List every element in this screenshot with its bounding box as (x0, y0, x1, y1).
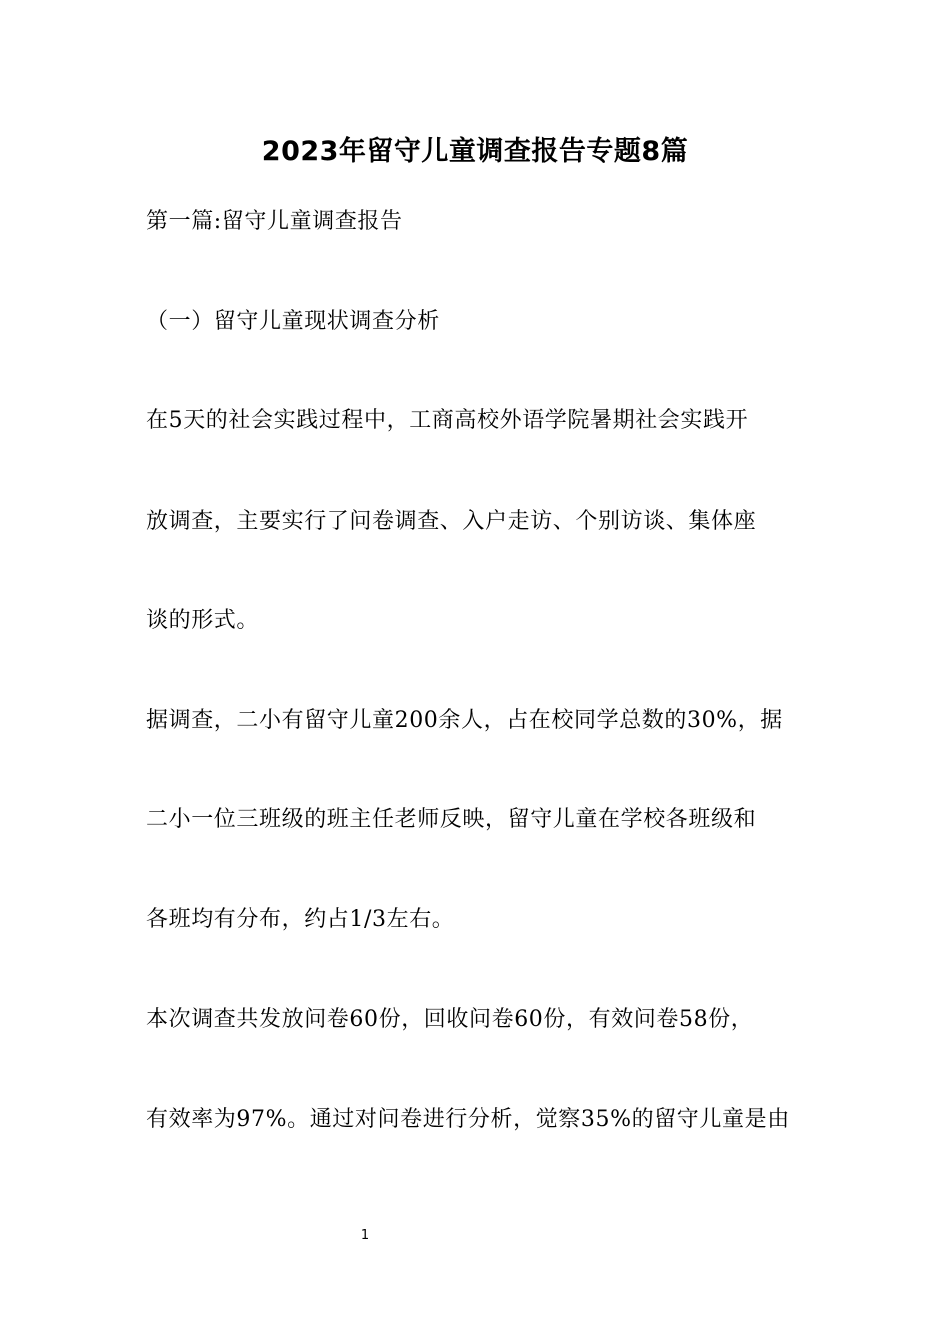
paragraph-line: 据调查，二小有留守儿童200余人，占在校同学总数的30%，据 (146, 708, 783, 733)
subsection-heading: （一）留守儿童现状调查分析 (146, 309, 440, 334)
page-number: 1 (360, 1228, 370, 1243)
paragraph-line: 在5天的社会实践过程中，工商高校外语学院暑期社会实践开 (146, 408, 749, 433)
paragraph-line: 放调查，主要实行了问卷调查、入户走访、个别访谈、集体座 (146, 509, 757, 534)
paragraph-line: 谈的形式。 (146, 608, 260, 633)
paragraph-line: 二小一位三班级的班主任老师反映，留守儿童在学校各班级和 (146, 807, 757, 832)
paragraph-line: 各班均有分布，约占1/3左右。 (146, 907, 455, 932)
paragraph-line: 有效率为97%。通过对问卷进行分析，觉察35%的留守儿童是由 (146, 1107, 790, 1132)
paragraph-line: 本次调查共发放问卷60份，回收问卷60份，有效问卷58份， (146, 1007, 754, 1032)
document-title: 2023年留守儿童调查报告专题8篇 (261, 136, 689, 167)
section-heading: 第一篇:留守儿童调查报告 (146, 209, 403, 234)
